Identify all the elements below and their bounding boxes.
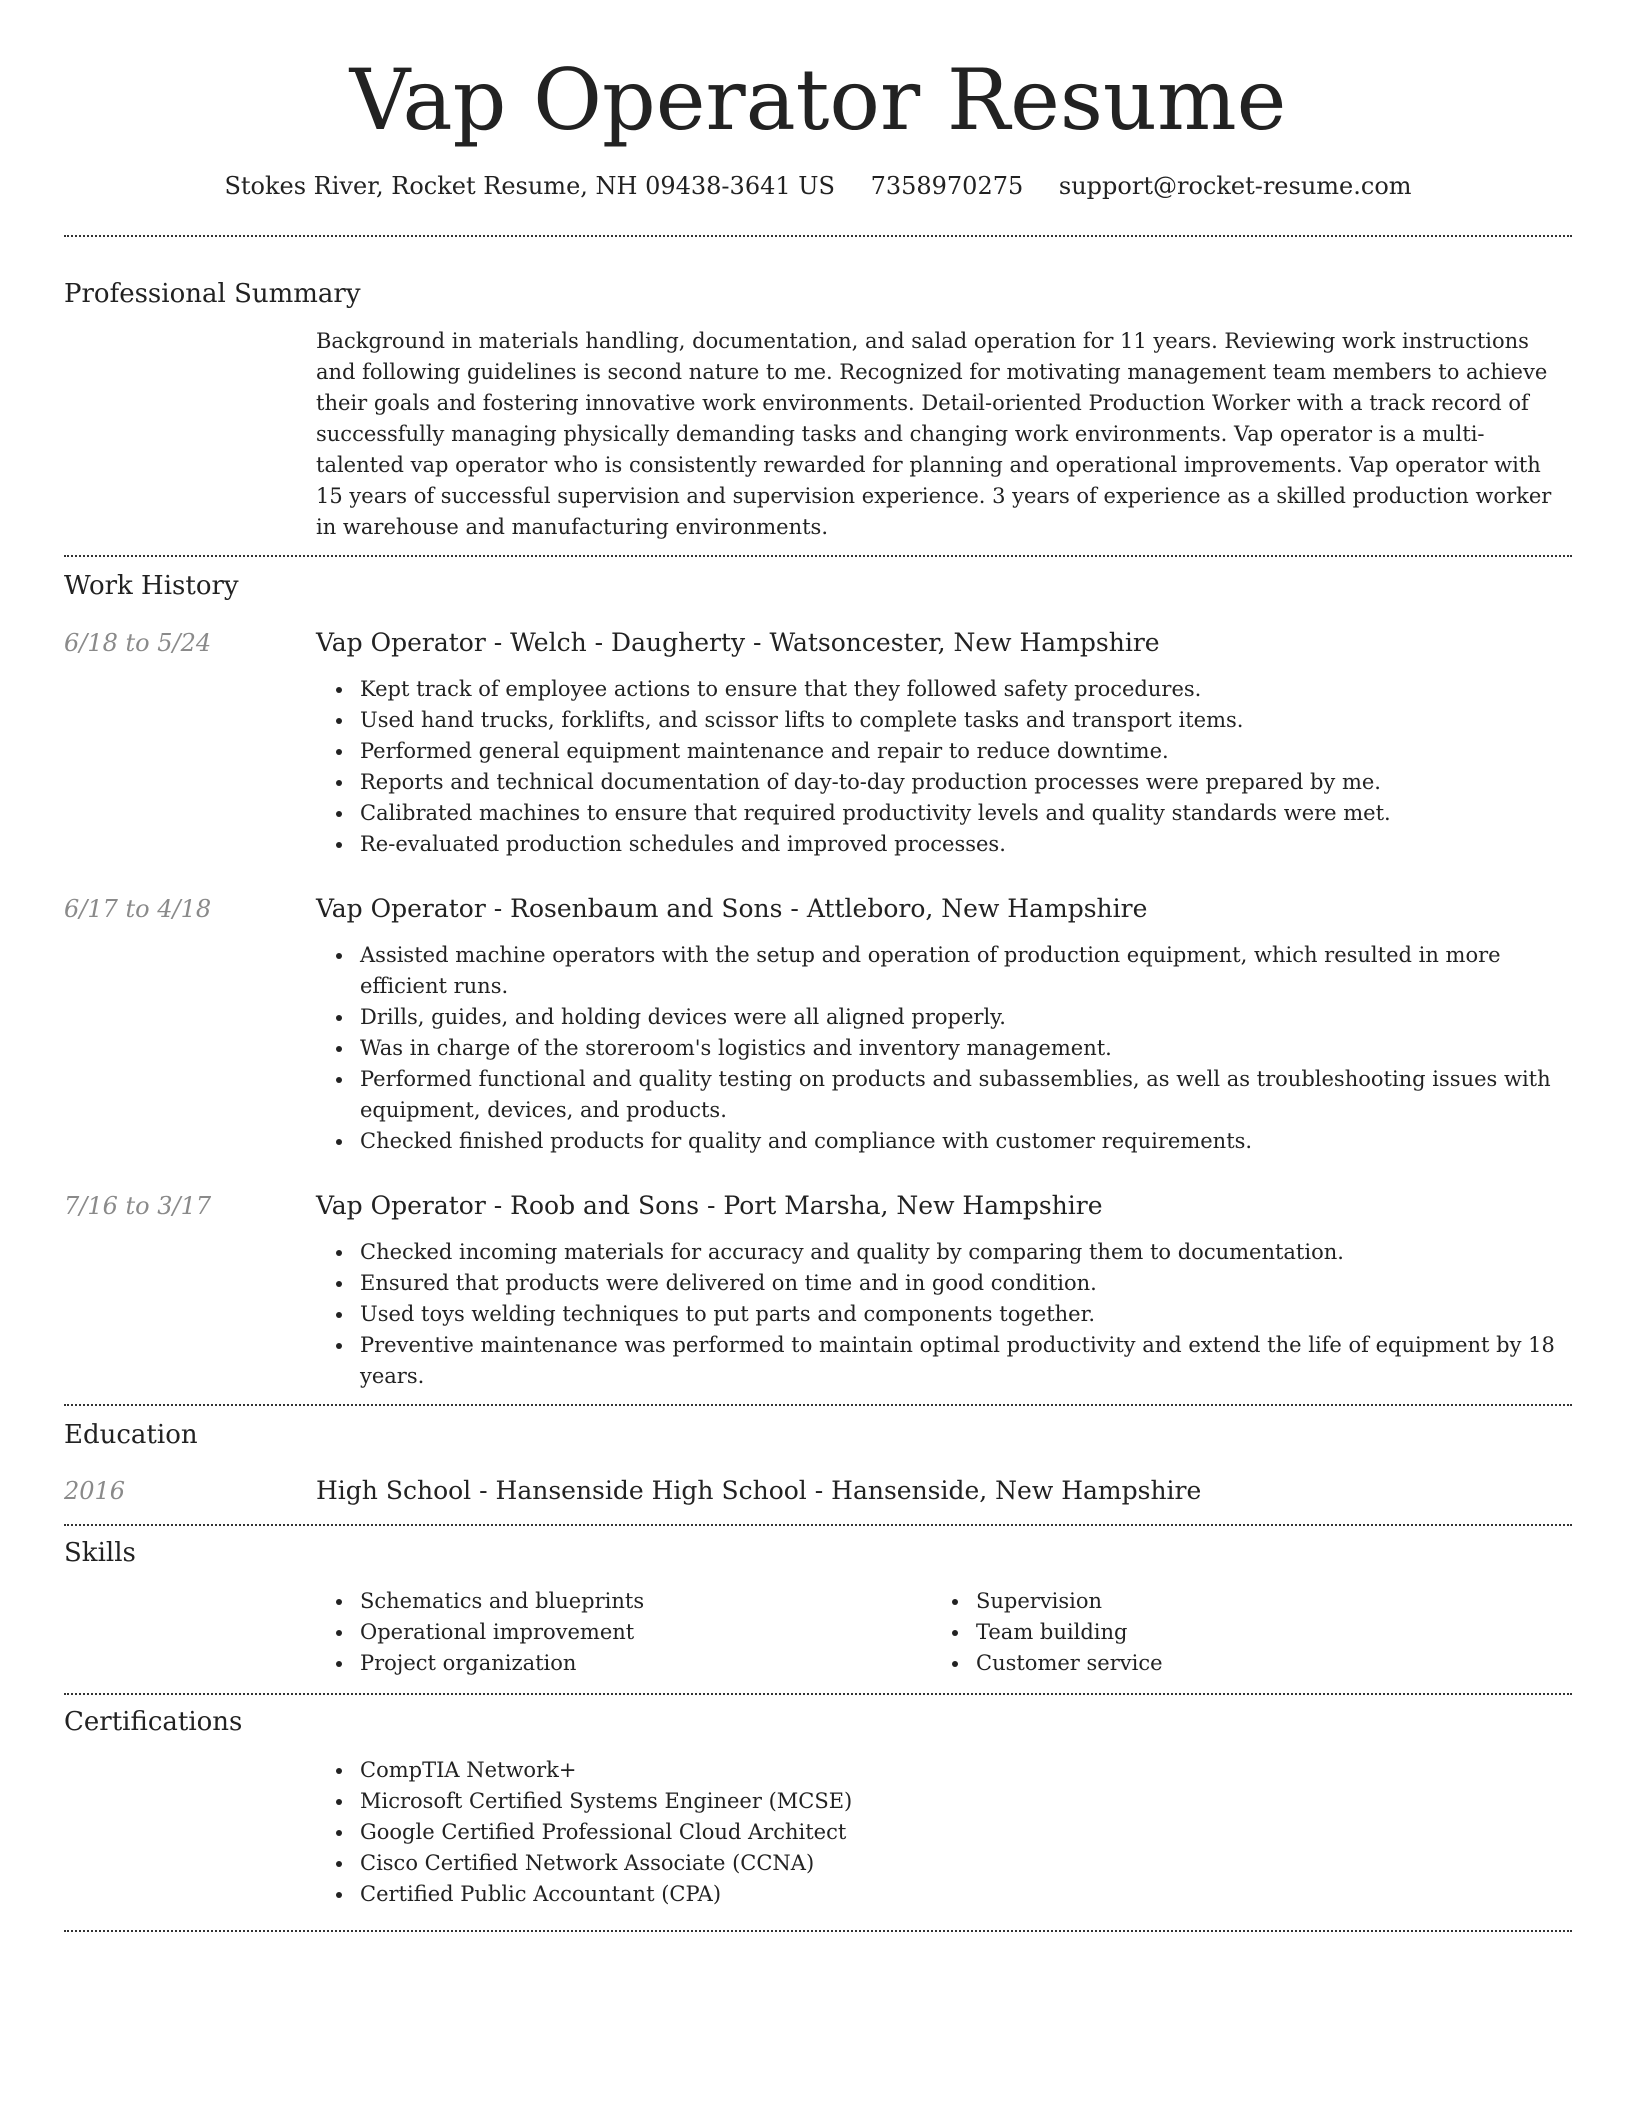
skill-item: Schematics and blueprints bbox=[360, 1586, 932, 1617]
certifications-list bbox=[316, 1755, 1572, 1910]
job-heading: Vap Operator - Rosenbaum and Sons - Attleboro, New Hampshire bbox=[316, 894, 1148, 923]
job-entry bbox=[64, 1189, 1572, 1392]
bullet-item: Reports and technical documentation of day-to-day production processes were prepared by me. bbox=[360, 767, 1572, 798]
job-dates: 7/16 to 3/17 bbox=[64, 1192, 212, 1220]
job-heading: Vap Operator - Roob and Sons - Port Marsha, New Hampshire bbox=[316, 1191, 1103, 1220]
education-heading: High School - Hansenside High School - Hansenside, New Hampshire bbox=[316, 1476, 1202, 1505]
bullet-item: Checked incoming materials for accuracy and quality by comparing them to documentation. bbox=[360, 1237, 1572, 1268]
summary-title: Professional Summary bbox=[64, 279, 361, 309]
certifications-section bbox=[64, 1705, 1572, 1910]
bullet-item: Checked finished products for quality and compliance with customer requirements. bbox=[360, 1126, 1572, 1157]
divider bbox=[64, 1693, 1572, 1695]
education-title: Education bbox=[64, 1420, 198, 1450]
skill-item: Team building bbox=[976, 1617, 1548, 1648]
bullet-item: Performed functional and quality testing on products and subassemblies, as well as troubleshooting issues with equipment, devices, and products. bbox=[360, 1064, 1572, 1126]
summary-text: Background in materials handling, documentation, and salad operation for 11 years. Reviewing work instructions and following guidelines is second nature to me. Recognized for motivating management team members to achieve their goals and fostering innovative work environments. Detail-oriented Production Worker with a track record of successfully managing physically demanding tasks and changing work environments. Vap operator is a multi-talented vap operator who is consistently rewarded for planning and operational improvements. Vap operator with 15 years of successful supervision and supervision experience. 3 years of experience as a skilled production worker in warehouse and manufacturing environments. bbox=[316, 329, 1552, 539]
work-title: Work History bbox=[64, 571, 239, 601]
certification-item: Google Certified Professional Cloud Architect bbox=[360, 1817, 1572, 1848]
skill-item: Project organization bbox=[360, 1648, 932, 1679]
divider bbox=[64, 1930, 1572, 1932]
skills-title: Skills bbox=[64, 1538, 136, 1568]
contact-info bbox=[64, 170, 1572, 202]
divider bbox=[64, 555, 1572, 557]
education-year: 2016 bbox=[64, 1477, 126, 1505]
skills-body bbox=[316, 1586, 1572, 1679]
skills-list bbox=[932, 1586, 1548, 1679]
job-dates: 6/17 to 4/18 bbox=[64, 895, 212, 923]
job-bullets bbox=[316, 1237, 1572, 1392]
skills-column-right bbox=[932, 1586, 1548, 1679]
skill-item: Customer service bbox=[976, 1648, 1548, 1679]
job-bullets bbox=[316, 674, 1572, 860]
contact-email: support@rocket-resume.com bbox=[1058, 172, 1412, 200]
certifications-title: Certifications bbox=[64, 1707, 243, 1737]
certification-item: Certified Public Accountant (CPA) bbox=[360, 1879, 1572, 1910]
divider bbox=[64, 1404, 1572, 1406]
skill-item: Supervision bbox=[976, 1586, 1548, 1617]
bullet-item: Performed general equipment maintenance and repair to reduce downtime. bbox=[360, 736, 1572, 767]
bullet-item: Re-evaluated production schedules and improved processes. bbox=[360, 829, 1572, 860]
job-body bbox=[316, 1237, 1572, 1392]
bullet-item: Was in charge of the storeroom's logistics and inventory management. bbox=[360, 1033, 1572, 1064]
bullet-item: Preventive maintenance was performed to maintain optimal productivity and extend the life of equipment by 18 years. bbox=[360, 1330, 1572, 1392]
skills-column-left bbox=[316, 1586, 932, 1679]
certification-item: CompTIA Network+ bbox=[360, 1755, 1572, 1786]
job-bullets bbox=[316, 940, 1572, 1157]
certifications-body bbox=[316, 1755, 1572, 1910]
skill-item: Operational improvement bbox=[360, 1617, 932, 1648]
resume-name: Vap Operator Resume bbox=[349, 51, 1287, 149]
divider bbox=[64, 1524, 1572, 1526]
bullet-item: Calibrated machines to ensure that required productivity levels and quality standards were met. bbox=[360, 798, 1572, 829]
job-heading: Vap Operator - Welch - Daugherty - Watsoncester, New Hampshire bbox=[316, 628, 1160, 657]
bullet-item: Ensured that products were delivered on time and in good condition. bbox=[360, 1268, 1572, 1299]
skills-section bbox=[64, 1536, 1572, 1679]
job-body bbox=[316, 940, 1572, 1157]
divider bbox=[64, 235, 1572, 237]
certification-item: Cisco Certified Network Associate (CCNA) bbox=[360, 1848, 1572, 1879]
job-dates: 6/18 to 5/24 bbox=[64, 629, 212, 657]
job-entry bbox=[64, 892, 1572, 1157]
job-entry bbox=[64, 626, 1572, 860]
job-body bbox=[316, 674, 1572, 860]
bullet-item: Drills, guides, and holding devices were all aligned properly. bbox=[360, 1002, 1572, 1033]
bullet-item: Kept track of employee actions to ensure that they followed safety procedures. bbox=[360, 674, 1572, 705]
contact-phone: 7358970275 bbox=[870, 172, 1024, 200]
bullet-item: Used toys welding techniques to put parts and components together. bbox=[360, 1299, 1572, 1330]
contact-address: Stokes River, Rocket Resume, NH 09438-3641 US bbox=[224, 172, 835, 200]
work-section bbox=[64, 569, 1572, 1392]
bullet-item: Assisted machine operators with the setup and operation of production equipment, which resulted in more efficient runs. bbox=[360, 940, 1572, 1002]
certification-item: Microsoft Certified Systems Engineer (MCSE) bbox=[360, 1786, 1572, 1817]
bullet-item: Used hand trucks, forklifts, and scissor lifts to complete tasks and transport items. bbox=[360, 705, 1572, 736]
skills-list bbox=[316, 1586, 932, 1679]
education-entry bbox=[64, 1474, 1572, 1508]
summary-body bbox=[316, 326, 1572, 543]
education-section bbox=[64, 1418, 1572, 1508]
resume-page bbox=[64, 0, 1572, 1932]
summary-section bbox=[64, 277, 1572, 543]
